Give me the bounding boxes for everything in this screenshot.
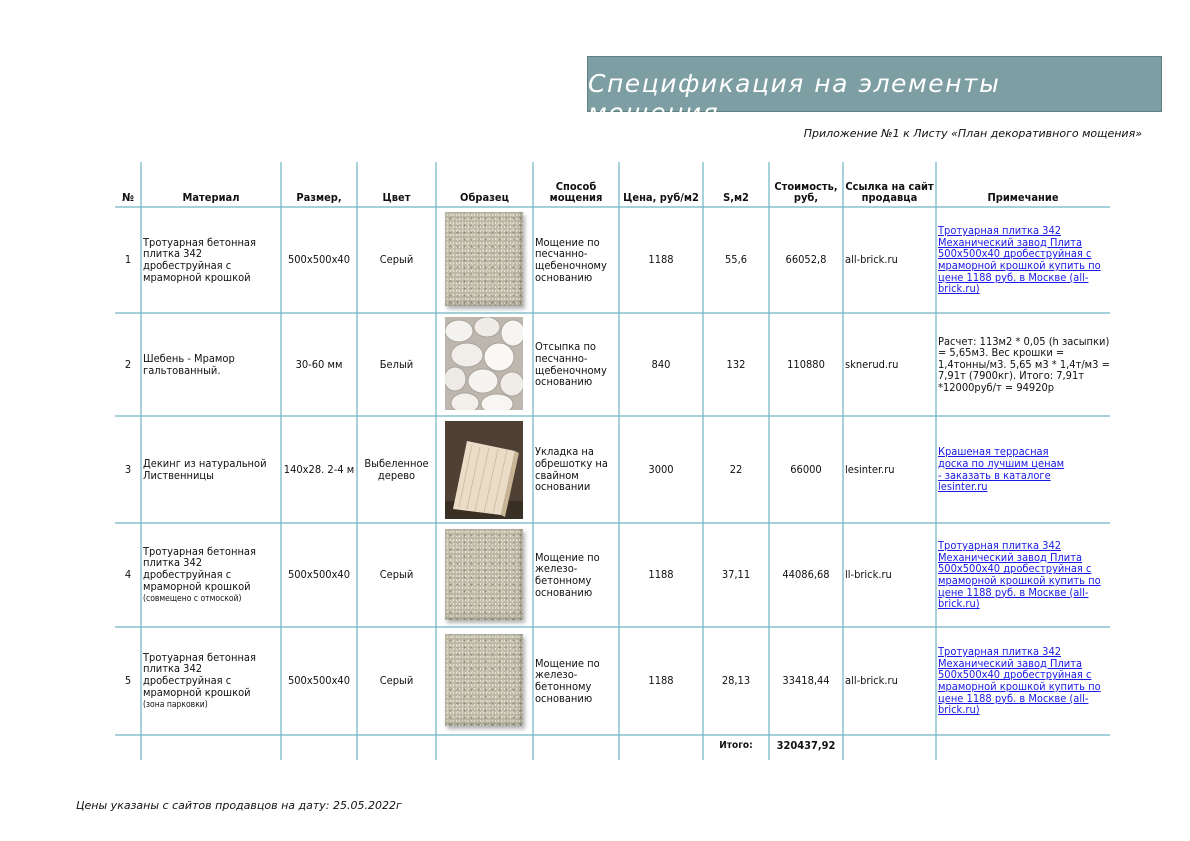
row-1-num: 1 [124, 253, 132, 267]
row-4-size: 500x500x40 [287, 568, 351, 582]
row-2-area: 132 [726, 357, 746, 371]
row-2-material [141, 313, 281, 416]
header-material: Материал [182, 191, 240, 205]
header-method: Способ мощения [549, 179, 603, 205]
header-size: Размер, [296, 191, 342, 205]
row-4-cost: 44086,68 [782, 568, 830, 582]
total-value: 320437,92 [776, 739, 836, 753]
row-4-method: Мощение по железо-бетонному основанию [535, 550, 600, 599]
header-area: S,м2 [723, 191, 749, 205]
row-3-material [141, 416, 281, 523]
row-1-area: 55,6 [724, 253, 748, 267]
row-3-area: 22 [729, 462, 743, 476]
row-3-cost: 66000 [790, 462, 822, 476]
header-cost: Стоимость, руб, [774, 179, 838, 205]
row-4-color: Серый [379, 568, 414, 582]
row-1-cost: 66052,8 [785, 253, 827, 267]
header-price: Цена, руб/м2 [623, 191, 699, 205]
row-2-color: Белый [379, 357, 414, 371]
row-5-num: 5 [124, 674, 132, 688]
row-2-material-text: Шебень - Мрамор гальтованный. [143, 351, 235, 377]
total-label: Итого: [719, 739, 753, 751]
row-3-site: lesinter.ru [845, 462, 895, 476]
row-1-note-link[interactable]: Тротуарная плитка 342 Механический завод Плита 500x500x40 дробеструйная с мраморной крошкой купить по цене 1188 руб. в Москве (all-brick.ru) [938, 224, 1101, 296]
row-4-material [141, 523, 281, 627]
row-5-material-note: (зона парковки) [143, 700, 208, 711]
white-marble-pebbles-image [445, 317, 523, 410]
row-2-size: 30-60 мм [295, 357, 343, 371]
row-5-area: 28,13 [721, 674, 751, 688]
header-color: Цвет [382, 191, 411, 205]
header-num: № [122, 191, 134, 205]
row-2-site: sknerud.ru [845, 357, 899, 371]
concrete-tile-image [445, 634, 523, 726]
title-banner [587, 56, 1162, 127]
row-5-site: all-brick.ru [845, 674, 898, 688]
row-1-material [141, 207, 281, 313]
row-3-note-link[interactable]: Крашеная террасная доска по лучшим ценам - заказать в каталоге lesinter.ru [938, 445, 1065, 494]
row-2-price: 840 [651, 357, 671, 371]
subtitle: Приложение №1 к Листу «План декоративного мощения» [803, 127, 1142, 140]
row-4-area: 37,11 [721, 568, 751, 582]
row-3-num: 3 [124, 462, 132, 476]
row-4-num: 4 [124, 568, 132, 582]
header-link: Ссылка на сайт продавца [845, 179, 934, 205]
row-3-price: 3000 [648, 462, 674, 476]
row-2-note: Расчет: 113м2 * 0,05 (h засыпки) = 5,65м3. Вес крошки = 1,4тонны/м3. 5,65 м3 * 1,4т/м3 = 7,91т (7900кг). Итого: 7,91т *12000руб/т = 94920р [938, 334, 1110, 394]
row-4-material-note: (совмещено с отмоской) [143, 594, 242, 605]
row-4-price: 1188 [648, 568, 674, 582]
row-1-method: Мощение по песчанно-щебеночному основанию [535, 235, 607, 284]
row-1-size: 500x500x40 [287, 253, 351, 267]
row-1-site: all-brick.ru [845, 253, 898, 267]
row-3-color: Выбеленное дерево [364, 456, 429, 482]
row-5-material-text: Тротуарная бетонная плитка 342 дробеструйная с мраморной крошкой [143, 650, 256, 699]
row-5-note-link[interactable]: Тротуарная плитка 342 Механический завод Плита 500x500x40 дробеструйная с мраморной крошкой купить по цене 1188 руб. в Москве (all-brick.ru) [938, 645, 1101, 717]
row-5-method: Мощение по железо-бетонному основанию [535, 656, 600, 705]
larch-decking-board-image [445, 421, 523, 519]
row-2-num: 2 [124, 357, 132, 371]
header-sample: Образец [460, 191, 509, 205]
concrete-tile-image [445, 212, 523, 306]
row-1-material-text: Тротуарная бетонная плитка 342 дробеструйная с мраморной крошкой [143, 235, 256, 284]
price-date-note: Цены указаны с сайтов продавцов на дату: 25.05.2022г [76, 799, 402, 812]
row-2-cost: 110880 [787, 357, 825, 371]
row-5-price: 1188 [648, 674, 674, 688]
concrete-tile-image [445, 529, 523, 620]
row-3-size: 140x28. 2-4 м [283, 462, 355, 476]
row-5-size: 500x500x40 [287, 674, 351, 688]
row-3-method: Укладка на обрешотку на свайном основании [535, 445, 608, 494]
row-4-site: ll-brick.ru [845, 568, 892, 582]
row-5-color: Серый [379, 674, 414, 688]
row-1-price: 1188 [648, 253, 674, 267]
row-3-material-text: Декинг из натуральной Лиственницы [143, 456, 267, 482]
row-2-method: Отсыпка по песчанно-щебеночному основанию [535, 340, 607, 389]
header-note: Примечание [987, 191, 1059, 205]
row-4-note-link[interactable]: Тротуарная плитка 342 Механический завод Плита 500x500x40 дробеструйная с мраморной крошкой купить по цене 1188 руб. в Москве (all-brick.ru) [938, 539, 1101, 611]
page-title: Спецификация на элементы мощения [588, 69, 1001, 127]
row-1-color: Серый [379, 253, 414, 267]
row-5-material [141, 627, 281, 735]
row-5-cost: 33418,44 [782, 674, 830, 688]
row-4-material-text: Тротуарная бетонная плитка 342 дробеструйная с мраморной крошкой [143, 544, 256, 593]
